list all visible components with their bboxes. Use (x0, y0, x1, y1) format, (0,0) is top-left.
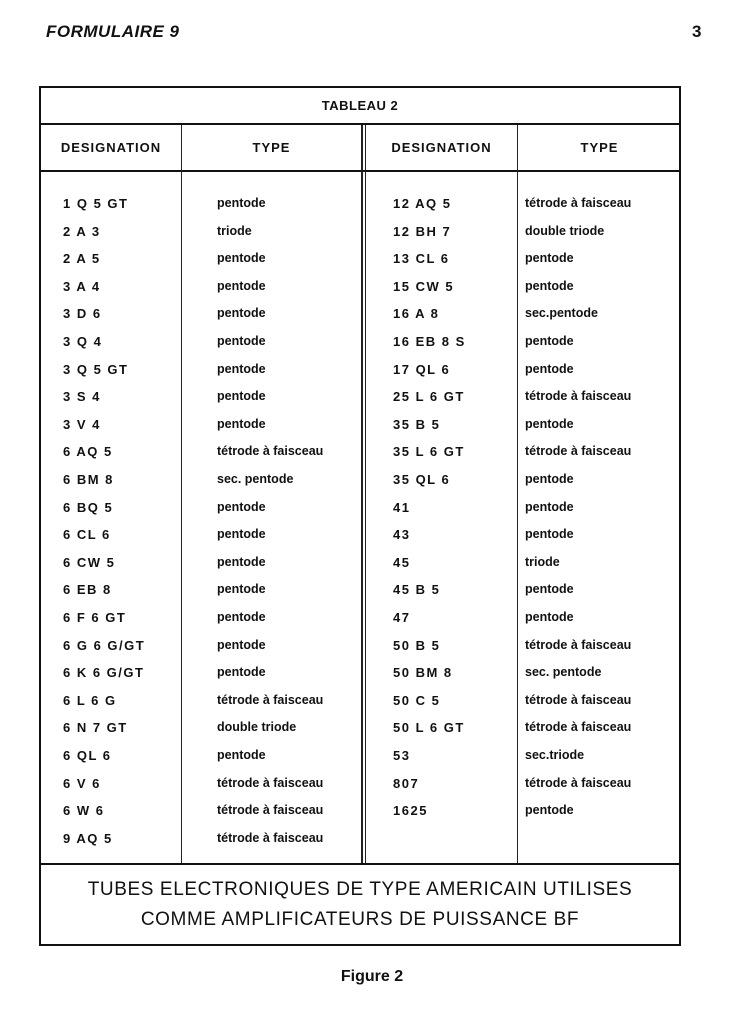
table-row (41, 362, 679, 390)
right-type-cell: tétrode à faisceau (525, 775, 632, 790)
left-type-cell: tétrode à faisceau (217, 692, 324, 707)
column-header-type-right: TYPE (580, 140, 619, 155)
right-type-cell: tétrode à faisceau (525, 389, 632, 404)
right-type-cell: pentode (525, 582, 574, 597)
left-designation-cell: 3 D 6 (63, 306, 102, 322)
table-row (41, 334, 679, 362)
table-row (41, 306, 679, 334)
left-type-cell: tétrode à faisceau (217, 830, 324, 845)
left-type-cell: tétrode à faisceau (217, 803, 324, 818)
right-designation-cell: 16 A 8 (393, 306, 440, 322)
left-type-cell: pentode (217, 527, 266, 542)
right-type-cell: tétrode à faisceau (525, 637, 632, 652)
right-type-cell: sec. pentode (525, 665, 602, 680)
left-type-cell: pentode (217, 389, 266, 404)
figure-caption: Figure 2 (340, 968, 404, 985)
column-header-type-left: TYPE (252, 140, 291, 155)
left-type-cell: pentode (217, 196, 266, 210)
right-designation-cell: 47 (393, 610, 411, 625)
table-row (41, 638, 679, 666)
left-type-cell: double triode (217, 720, 297, 735)
table-row (41, 279, 679, 307)
right-type-cell: pentode (525, 278, 574, 293)
left-type-cell: pentode (217, 334, 266, 348)
right-designation-cell: 43 (393, 527, 411, 543)
table-row (41, 472, 679, 500)
right-designation-cell: 25 L 6 GT (393, 389, 465, 405)
table-row (41, 776, 679, 804)
left-designation-cell: 6 K 6 G/GT (63, 665, 145, 681)
right-type-cell: double triode (525, 223, 605, 238)
left-designation-cell: 3 A 4 (63, 278, 101, 294)
right-type-cell: pentode (525, 361, 574, 376)
table-row (41, 803, 679, 831)
left-type-cell: pentode (217, 554, 266, 569)
right-type-cell: tétrode à faisceau (525, 444, 632, 459)
right-type-cell: pentode (525, 610, 574, 624)
right-designation-cell: 41 (393, 499, 411, 515)
left-designation-cell: 6 CW 5 (63, 554, 116, 570)
left-type-cell: pentode (217, 637, 266, 652)
table-row (41, 417, 679, 445)
footer-divider (41, 863, 679, 865)
table-row (41, 196, 679, 224)
left-type-cell: pentode (217, 610, 266, 624)
right-designation-cell: 12 BH 7 (393, 223, 452, 239)
left-designation-cell: 6 BQ 5 (63, 499, 114, 515)
right-designation-cell: 50 B 5 (393, 637, 441, 653)
left-type-cell: pentode (217, 278, 266, 293)
left-designation-cell: 2 A 3 (63, 223, 101, 239)
left-designation-cell: 6 G 6 G/GT (63, 637, 146, 653)
left-designation-cell: 1 Q 5 GT (63, 196, 129, 211)
right-designation-cell: 50 C 5 (393, 692, 441, 708)
right-type-cell: pentode (525, 803, 574, 818)
left-designation-cell: 6 EB 8 (63, 582, 112, 598)
right-type-cell: pentode (525, 499, 574, 514)
table-row (41, 720, 679, 748)
right-designation-cell: 15 CW 5 (393, 278, 455, 294)
right-type-cell: pentode (525, 527, 574, 542)
right-type-cell: pentode (525, 472, 574, 486)
left-designation-cell: 3 V 4 (63, 416, 101, 432)
left-type-cell: pentode (217, 665, 266, 680)
right-type-cell: pentode (525, 334, 574, 348)
left-designation-cell: 6 BM 8 (63, 472, 114, 487)
running-header: FORMULAIRE 9 (46, 22, 180, 41)
right-designation-cell: 35 L 6 GT (393, 444, 465, 460)
table-row (41, 582, 679, 610)
right-type-cell: pentode (525, 416, 574, 431)
right-designation-cell: 35 QL 6 (393, 472, 451, 487)
left-type-cell: pentode (217, 306, 266, 321)
left-designation-cell: 6 V 6 (63, 775, 101, 791)
table-row (41, 500, 679, 528)
footer-line-1: TUBES ELECTRONIQUES DE TYPE AMERICAIN UTILISES (87, 879, 633, 900)
page-number: 3 (692, 22, 702, 41)
table-row (41, 831, 679, 859)
right-designation-cell: 45 (393, 554, 411, 570)
left-type-cell: pentode (217, 748, 266, 762)
table-row (41, 693, 679, 721)
right-designation-cell: 50 BM 8 (393, 665, 453, 681)
left-type-cell: pentode (217, 361, 266, 376)
left-designation-cell: 6 F 6 GT (63, 610, 127, 625)
left-designation-cell: 2 A 5 (63, 251, 101, 267)
right-type-cell: tétrode à faisceau (525, 720, 632, 735)
right-type-cell: tétrode à faisceau (525, 692, 632, 707)
right-designation-cell: 50 L 6 GT (393, 720, 465, 736)
left-designation-cell: 6 QL 6 (63, 748, 112, 763)
table-row (41, 389, 679, 417)
left-type-cell: pentode (217, 499, 266, 514)
table-row (41, 748, 679, 776)
left-type-cell: sec. pentode (217, 472, 294, 486)
right-designation-cell: 53 (393, 748, 411, 763)
left-designation-cell: 3 Q 4 (63, 334, 103, 349)
left-designation-cell: 6 CL 6 (63, 527, 111, 543)
right-type-cell: pentode (525, 251, 574, 266)
left-designation-cell: 6 W 6 (63, 803, 105, 819)
right-type-cell: triode (525, 554, 560, 569)
right-designation-cell: 35 B 5 (393, 416, 441, 432)
right-type-cell: sec.pentode (525, 306, 598, 321)
left-designation-cell: 3 S 4 (63, 389, 101, 405)
right-type-cell: tétrode à faisceau (525, 196, 632, 210)
left-type-cell: tétrode à faisceau (217, 775, 324, 790)
right-designation-cell: 13 CL 6 (393, 251, 450, 267)
table-row (41, 444, 679, 472)
table-row (41, 555, 679, 583)
left-type-cell: tétrode à faisceau (217, 444, 324, 459)
right-designation-cell: 807 (393, 775, 420, 791)
right-designation-cell: 17 QL 6 (393, 361, 451, 377)
tube-table (39, 86, 681, 946)
column-header-designation-left: DESIGNATION (60, 140, 162, 155)
left-type-cell: pentode (217, 416, 266, 431)
table-row (41, 251, 679, 279)
right-designation-cell: 45 B 5 (393, 582, 441, 598)
left-designation-cell: 6 L 6 G (63, 692, 117, 708)
table-row (41, 665, 679, 693)
table-title: TABLEAU 2 (321, 98, 399, 113)
left-type-cell: pentode (217, 582, 266, 597)
left-designation-cell: 3 Q 5 GT (63, 361, 129, 377)
left-designation-cell: 6 N 7 GT (63, 720, 128, 736)
table-row (41, 527, 679, 555)
right-designation-cell: 1625 (393, 803, 428, 819)
left-designation-cell: 6 AQ 5 (63, 444, 113, 460)
left-designation-cell: 9 AQ 5 (63, 830, 113, 846)
column-header-designation-right: DESIGNATION (391, 140, 492, 155)
header-divider (41, 170, 679, 172)
right-designation-cell: 16 EB 8 S (393, 334, 466, 349)
footer-line-2: COMME AMPLIFICATEURS DE PUISSANCE BF (140, 909, 580, 930)
table-footer (41, 875, 679, 935)
table-row (41, 610, 679, 638)
left-type-cell: pentode (217, 251, 266, 266)
left-type-cell: triode (217, 223, 252, 238)
right-type-cell: sec.triode (525, 748, 585, 762)
table-row (41, 224, 679, 252)
right-designation-cell: 12 AQ 5 (393, 196, 452, 211)
